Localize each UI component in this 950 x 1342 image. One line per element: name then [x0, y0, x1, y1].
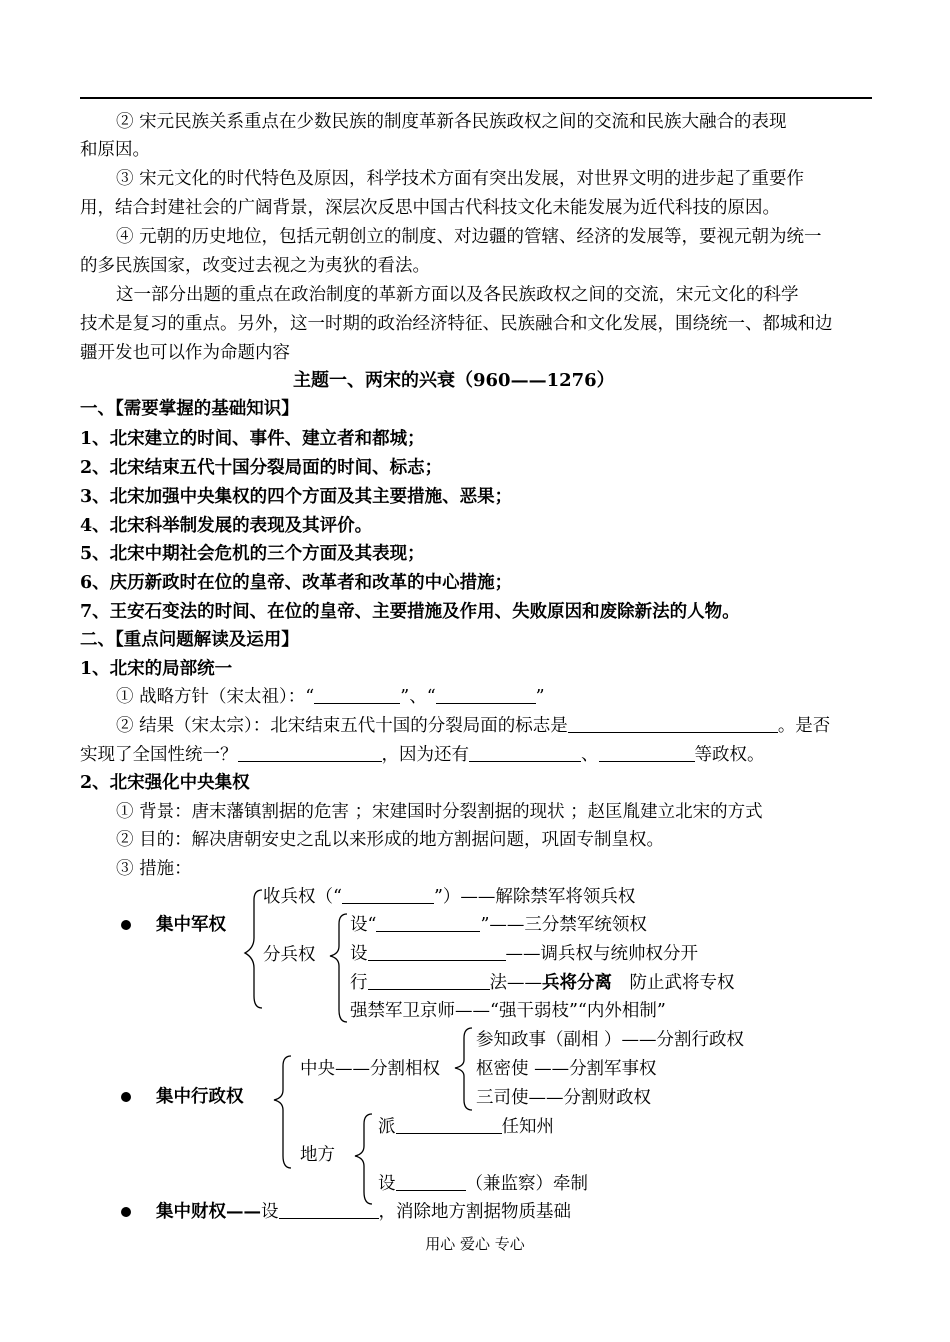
intro-p3-line1: ④ 元朝的历史地位，包括元朝创立的制度、对边疆的管辖、经济的发展等，要视元朝为统一 — [116, 227, 822, 247]
knowledge-item: 2、北宋结束五代十国分裂局面的时间、标志； — [80, 458, 443, 478]
military-label: 集中军权 — [156, 915, 226, 935]
fill-blank[interactable] — [396, 1173, 466, 1191]
bullet-icon — [121, 1092, 131, 1102]
bullet-icon — [121, 920, 131, 930]
fill-blank[interactable] — [342, 886, 434, 904]
fill-blank[interactable] — [568, 715, 778, 733]
central-item-1: 参知政事（副相 ）——分割行政权 — [476, 1030, 745, 1050]
page-footer: 用心 爱心 专心 — [425, 1235, 525, 1253]
q1-strategy-line: ① 战略方针（宋太祖）：“ ”、“ ” — [116, 687, 545, 707]
fen-bingquan-label: 分兵权 — [263, 945, 316, 965]
local-item-1: 派 任知州 — [378, 1117, 554, 1137]
local-brace-icon — [352, 1110, 376, 1208]
central-item-2: 枢密使 ——分割军事权 — [476, 1059, 657, 1079]
fill-blank[interactable] — [436, 686, 536, 704]
intro-p2-line2: 用，结合封建社会的广阔背景，深层次反思中国古代科技文化未能发展为近代科技的原因。 — [80, 198, 780, 218]
header-rule — [80, 97, 872, 99]
fill-blank[interactable] — [376, 914, 480, 932]
section1-heading: 一、【需要掌握的基础知识】 — [80, 399, 299, 419]
knowledge-item: 4、北宋科举制发展的表现及其评价。 — [80, 516, 373, 536]
strong-guard-line: 强禁军卫京师——“强干弱枝”“内外相制” — [350, 1001, 666, 1021]
knowledge-item: 7、王安石变法的时间、在位的皇帝、主要措施及作用、失败原因和废除新法的人物。 — [80, 602, 740, 622]
knowledge-item: 6、庆历新政时在位的皇帝、改革者和改革的中心措施； — [80, 573, 513, 593]
q1-title: 1、北宋的局部统一 — [80, 659, 233, 679]
q1-result-line: ② 结果（宋太宗）：北宋结束五代十国的分裂局面的标志是 。是否 — [116, 716, 831, 736]
admin-central-label: 中央——分割相权 — [300, 1059, 440, 1079]
intro-p4-line1: 这一部分出题的重点在政治制度的革新方面以及各民族政权之间的交流，宋元文化的科学 — [116, 285, 799, 305]
local-item-2: 设 （兼监察）牵制 — [378, 1174, 588, 1194]
intro-p2-line1: ③ 宋元文化的时代特色及原因，科学技术方面有突出发展，对世界文明的进步起了重要作 — [116, 169, 805, 189]
fen-item-3: 行 法——兵将分离 防止武将专权 — [350, 973, 735, 993]
fill-blank[interactable] — [279, 1201, 379, 1219]
fen-item-1: 设“ ”——三分禁军统领权 — [350, 915, 647, 935]
fill-blank[interactable] — [599, 744, 695, 762]
intro-p4-line3: 疆开发也可以作为命题内容 — [80, 343, 290, 363]
fen-bingquan-brace-icon — [327, 910, 351, 1030]
knowledge-item: 3、北宋加强中央集权的四个方面及其主要措施、恶果； — [80, 487, 513, 507]
fill-blank[interactable] — [368, 972, 490, 990]
q2-background: ① 背景：唐末藩镇割据的危害 ；宋建国时分裂割据的现状 ；赵匡胤建立北宋的方式 — [116, 802, 763, 822]
q2-measures: ③ 措施： — [116, 859, 192, 879]
shou-bingquan-line: 收兵权（“ ”）——解除禁军将领兵权 — [263, 887, 636, 907]
fill-blank[interactable] — [469, 744, 581, 762]
central-item-3: 三司使——分割财政权 — [476, 1088, 651, 1108]
fill-blank[interactable] — [396, 1116, 502, 1134]
q2-title: 2、北宋强化中央集权 — [80, 773, 250, 793]
intro-p1-line2: 和原因。 — [80, 140, 150, 160]
intro-p1-line1: ② 宋元民族关系重点在少数民族的制度革新各民族政权之间的交流和民族大融合的表现 — [116, 112, 787, 132]
q2-goal: ② 目的：解决唐朝安史之乱以来形成的地方割据问题，巩固专制皇权。 — [116, 830, 665, 850]
theme-title: 主题一、两宋的兴衰（960——1276） — [293, 370, 615, 391]
bullet-icon — [121, 1207, 131, 1217]
finance-line: 集中财权——设 ，消除地方割据物质基础 — [156, 1202, 571, 1222]
fill-blank[interactable] — [238, 744, 382, 762]
knowledge-item: 5、北宋中期社会危机的三个方面及其表现； — [80, 544, 425, 564]
central-brace-icon — [452, 1024, 476, 1116]
section2-heading: 二、【重点问题解读及运用】 — [80, 630, 299, 650]
intro-p4-line2: 技术是复习的重点。另外，这一时期的政治经济特征、民族融合和文化发展，围绕统一、都城和边 — [80, 314, 833, 334]
fill-blank[interactable] — [314, 686, 400, 704]
admin-local-label: 地方 — [300, 1145, 335, 1165]
admin-label: 集中行政权 — [156, 1087, 244, 1107]
fill-blank[interactable] — [368, 943, 506, 961]
admin-brace-icon — [271, 1052, 295, 1176]
fen-item-2: 设 ——调兵权与统帅权分开 — [350, 944, 698, 964]
q1-unify-line: 实现了全国性统一？ ，因为还有 、 等政权。 — [80, 745, 765, 765]
intro-p3-line2: 的多民族国家，改变过去视之为夷狄的看法。 — [80, 256, 430, 276]
knowledge-item: 1、北宋建立的时间、事件、建立者和都城； — [80, 429, 425, 449]
